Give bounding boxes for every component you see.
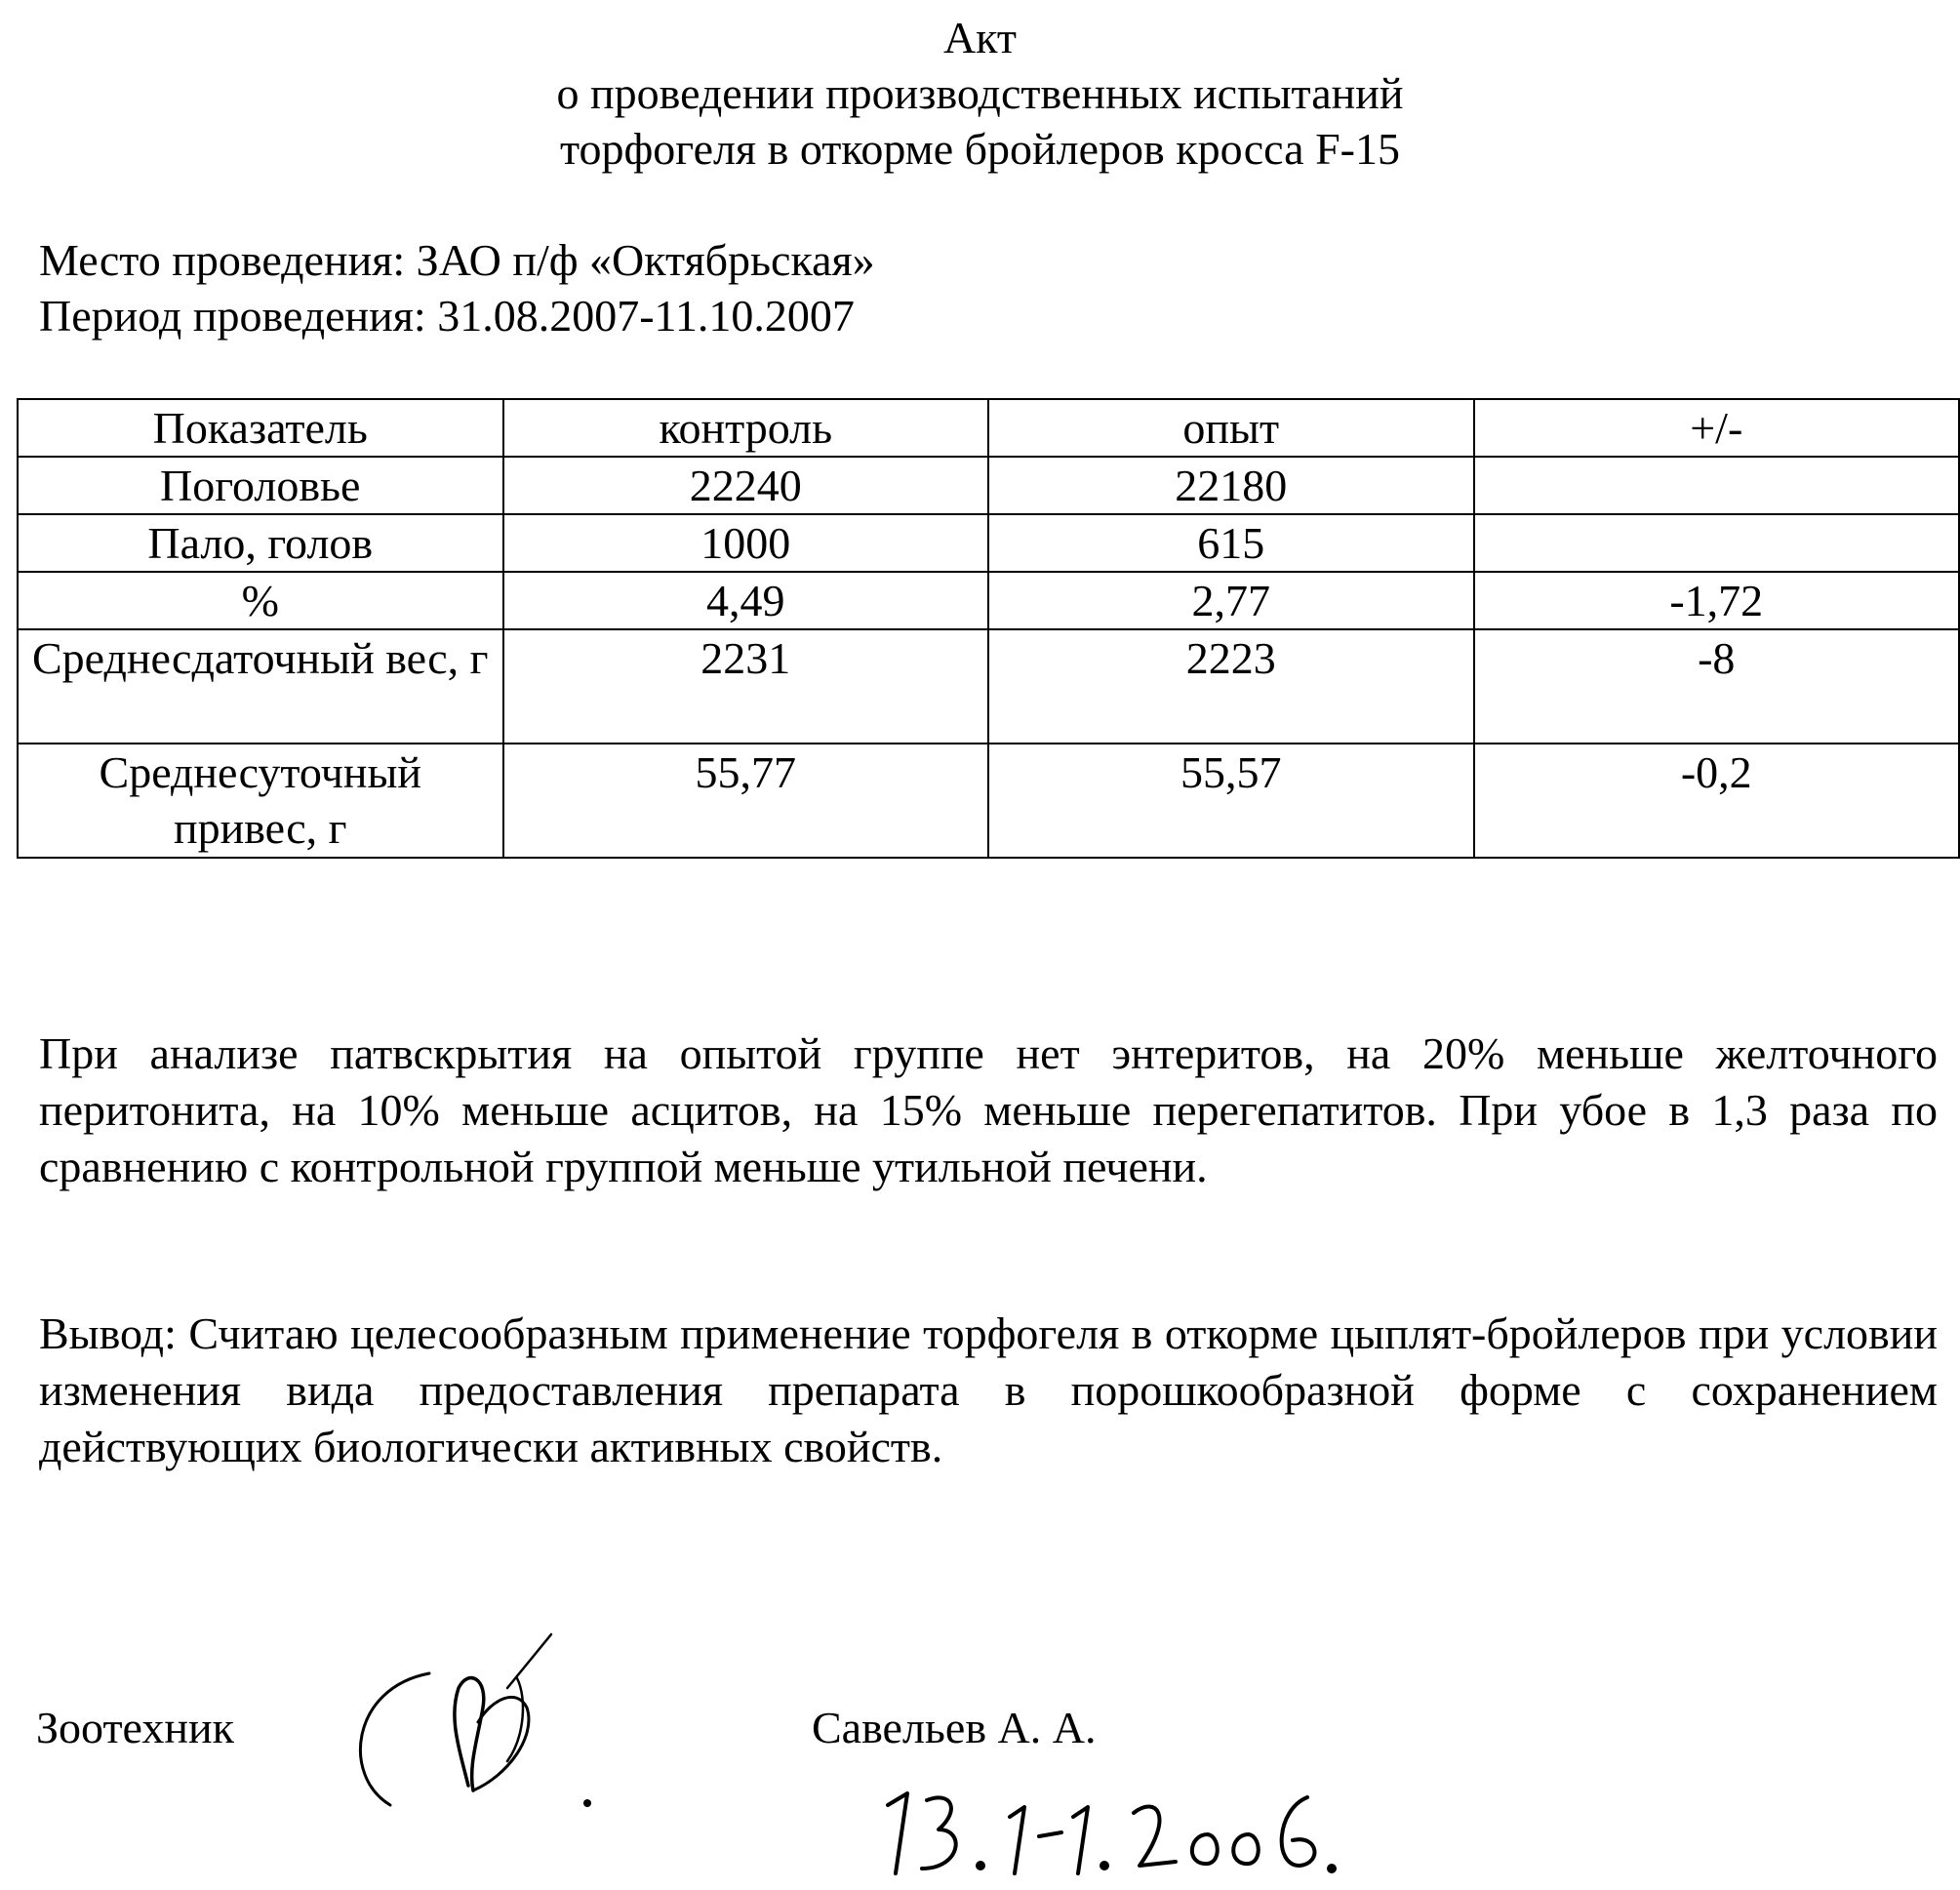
period-line: Период проведения: 31.08.2007-11.10.2007 xyxy=(39,291,855,341)
cell-indicator: Среднесдаточный вес, г xyxy=(18,629,503,744)
signatory-role: Зоотехник xyxy=(36,1703,234,1752)
cell-experiment: 55,57 xyxy=(988,744,1474,858)
table-row xyxy=(18,457,1959,514)
title-line-3: торфогеля в откорме бройлеров кросса F-15 xyxy=(560,124,1400,174)
document-title xyxy=(0,10,1960,177)
header-control: контроль xyxy=(503,399,989,457)
cell-indicator: Поголовье xyxy=(18,457,503,514)
cell-difference xyxy=(1474,457,1960,514)
cell-control: 1000 xyxy=(503,514,989,572)
signatory-name: Савельев А. А. xyxy=(812,1703,1097,1752)
cell-indicator: Пало, голов xyxy=(18,514,503,572)
cell-experiment: 2,77 xyxy=(988,572,1474,629)
title-line-2: о проведении производственных испытаний xyxy=(556,68,1404,118)
meta-block xyxy=(39,232,875,343)
title-line-1: Акт xyxy=(942,13,1018,62)
place-line: Место проведения: ЗАО п/ф «Октябрьская» xyxy=(39,235,875,285)
handwritten-date xyxy=(878,1776,1366,1883)
cell-control: 55,77 xyxy=(503,744,989,858)
cell-experiment: 2223 xyxy=(988,629,1474,744)
cell-difference: -8 xyxy=(1474,629,1960,744)
table-row xyxy=(18,572,1959,629)
results-table xyxy=(17,398,1960,859)
conclusion-paragraph: Вывод: Считаю целесообразным применение торфогеля в откорме цыплят-бройлеров при условии изменения вида предоставления препарата в порошкообразной форме с сохранением действующих биологически активных свойств. xyxy=(39,1308,1938,1471)
table-row xyxy=(18,629,1959,744)
table-row xyxy=(18,744,1959,858)
table-header-row xyxy=(18,399,1959,457)
header-experiment: опыт xyxy=(988,399,1474,457)
cell-control: 2231 xyxy=(503,629,989,744)
cell-experiment: 615 xyxy=(988,514,1474,572)
cell-control: 4,49 xyxy=(503,572,989,629)
table-row xyxy=(18,514,1959,572)
cell-control: 22240 xyxy=(503,457,989,514)
cell-experiment: 22180 xyxy=(988,457,1474,514)
header-difference: +/- xyxy=(1474,399,1960,457)
header-indicator: Показатель xyxy=(18,399,503,457)
cell-difference: -1,72 xyxy=(1474,572,1960,629)
handwritten-signature xyxy=(322,1629,615,1815)
cell-indicator: % xyxy=(18,572,503,629)
analysis-paragraph: При анализе патвскрытия на опытой группе нет энтеритов, на 20% меньше желточного перитонита, на 10% меньше асцитов, на 15% меньше перегепатитов. При убое в 1,3 раза по сравнению с контрольной группой меньше утильной печени. xyxy=(39,1028,1938,1191)
cell-difference: -0,2 xyxy=(1474,744,1960,858)
cell-indicator: Среднесуточный привес, г xyxy=(18,744,503,858)
cell-difference xyxy=(1474,514,1960,572)
